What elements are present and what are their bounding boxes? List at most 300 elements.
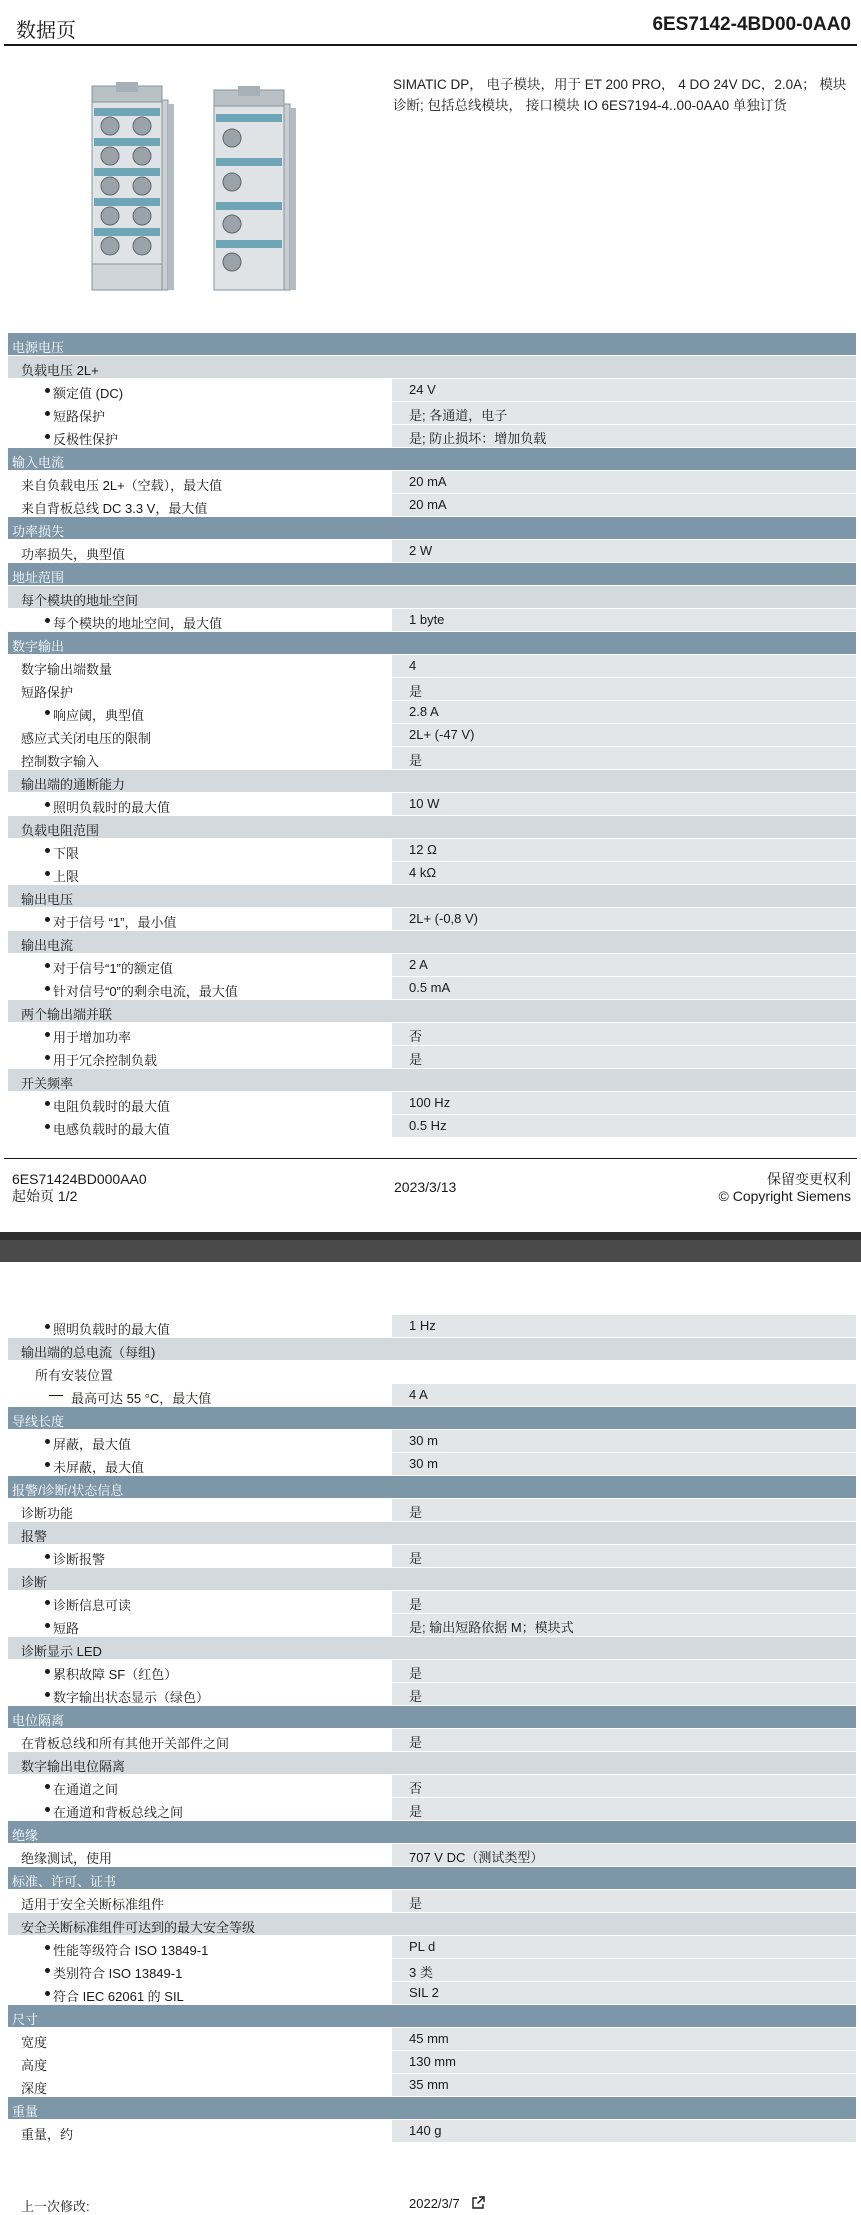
spec-label: 来自负载电压 2L+（空载），最大值 [21,478,223,493]
spec-value: 是 [409,1735,423,1750]
spec-value: 2 W [409,543,433,558]
bullet-icon [45,1692,50,1697]
spec-label-cell [8,908,388,930]
subsection-header [8,1568,856,1590]
footer-page-label: 起始页 1/2 [12,1188,78,1204]
spec-value: 是 [409,1896,423,1911]
spec-value: 4 kΩ [409,865,437,880]
spec-value-cell [392,839,856,861]
last-modified [8,2196,856,2213]
spec-value-cell [392,724,856,746]
spec-row [8,701,856,724]
spec-value: 是; 输出短路依据 M；模块式 [409,1620,574,1635]
bullet-icon [45,1124,50,1129]
subsection-title: 负载电压 2L+ [21,363,99,378]
spec-value-cell [392,1023,856,1045]
spec-value: 35 mm [409,2077,449,2092]
bullet-icon [45,618,50,623]
spec-label-cell [8,724,388,746]
last-modified-label: 上一次修改: [21,2199,90,2214]
spec-value-cell [392,655,856,677]
spec-row [8,1683,856,1706]
spec-label-cell [8,1844,388,1866]
spec-value-cell [392,862,856,884]
spec-value-cell [392,1844,856,1866]
spec-label-cell [8,1361,388,1383]
spec-row [8,1315,856,1338]
spec-value-cell [392,1384,856,1406]
spec-label-cell [8,1683,388,1705]
spec-value-cell [392,1982,856,2004]
spec-row [8,402,856,425]
spec-row [8,1660,856,1683]
spec-value-cell [392,954,856,976]
spec-value-cell [392,701,856,723]
spec-value: 是 [409,753,423,768]
spec-row [8,1798,856,1821]
spec-label: 数字输出端数量 [21,662,113,677]
spec-value: 否 [409,1781,423,1796]
spec-value-cell [392,471,856,493]
section-title: 电位隔离 [12,1713,65,1728]
spec-row [8,655,856,678]
spec-value: SIL 2 [409,1985,439,2000]
spec-row [8,1614,856,1637]
spec-row [8,1775,856,1798]
section-title: 功率损失 [12,524,65,539]
spec-row [8,2028,856,2051]
spec-value-cell [392,2074,856,2096]
spec-row [8,1729,856,1752]
section-title: 绝缘 [12,1828,39,1843]
spec-label: 适用于安全关断标准组件 [21,1897,165,1912]
dash-icon [49,1395,63,1396]
spec-row [8,747,856,770]
spec-value: 100 Hz [409,1095,451,1110]
spec-value-cell [392,1683,856,1705]
spec-value: 是 [409,1505,423,1520]
section-title: 地址范围 [12,570,65,585]
spec-label: 控制数字输入 [21,754,100,769]
spec-label: 类别符合 ISO 13849-1 [53,1966,183,1981]
spec-label: 符合 IEC 62061 的 SIL [53,1989,184,2004]
spec-value: 130 mm [409,2054,456,2069]
spec-value: 30 m [409,1433,438,1448]
spec-label-cell [8,1729,388,1751]
bullet-icon [45,1554,50,1559]
spec-value: 2 A [409,957,428,972]
spec-label-cell [8,471,388,493]
spec-value-cell [392,1545,856,1567]
spec-value-cell [392,402,856,424]
spec-value: 1 Hz [409,1318,436,1333]
spec-value-cell [392,1614,856,1636]
spec-label-cell [8,1982,388,2004]
subsection-title: 负载电阻范围 [21,823,100,838]
subsection-header [8,356,856,378]
spec-value-cell [392,494,856,516]
spec-label-cell [8,1046,388,1068]
footer-date: 2023/3/13 [394,1179,457,1195]
spec-row [8,908,856,931]
bullet-icon [45,388,50,393]
spec-value: PL d [409,1939,436,1954]
bullet-icon [45,871,50,876]
spec-label-cell [8,839,388,861]
spec-label: 感应式关闭电压的限制 [21,731,152,746]
spec-label-cell [8,977,388,999]
spec-table-page-2 [8,1315,856,2143]
spec-row [8,1453,856,1476]
spec-row [8,1545,856,1568]
spec-label: 诊断信息可读 [53,1598,132,1613]
spec-value-cell [392,425,856,447]
bullet-icon [45,1991,50,1996]
page-header [4,8,857,46]
spec-label-cell [8,609,388,631]
spec-value-cell [392,2051,856,2073]
spec-label: 照明负载时的最大值 [53,1322,171,1337]
spec-row [8,839,856,862]
spec-row [8,379,856,402]
spec-value-cell [392,609,856,631]
spec-row [8,1959,856,1982]
spec-value-cell [392,747,856,769]
bullet-icon [45,1807,50,1812]
spec-label: 在通道之间 [53,1782,119,1797]
spec-value: 3 类 [409,1965,433,1980]
footer-copyright [719,1171,851,1205]
spec-value: 是 [409,1597,423,1612]
spec-label: 未屏蔽，最大值 [53,1460,145,1475]
spec-value: 否 [409,1029,423,1044]
spec-label-cell [8,494,388,516]
spec-label-cell [8,1499,388,1521]
subsection-title: 报警 [21,1529,48,1544]
subsection-title: 每个模块的地址空间 [21,593,139,608]
spec-value: 2.8 A [409,704,439,719]
bullet-icon [45,1439,50,1444]
subsection-title: 诊断显示 LED [21,1644,102,1659]
spec-label-cell [8,747,388,769]
spec-label: 照明负载时的最大值 [53,800,171,815]
spec-row [8,793,856,816]
spec-row [8,1361,856,1384]
spec-label-cell [8,1591,388,1613]
spec-value-cell [392,1591,856,1613]
spec-value-cell [392,678,856,700]
section-header [8,1867,856,1889]
spec-label: 来自背板总线 DC 3.3 V，最大值 [21,501,208,516]
spec-label-cell [8,1545,388,1567]
spec-value: 是; 各通道，电子 [409,408,508,423]
spec-label-cell [8,379,388,401]
spec-row [8,724,856,747]
spec-value: 10 W [409,796,440,811]
spec-row [8,1936,856,1959]
spec-value-cell [392,1315,856,1337]
spec-row [8,1844,856,1867]
subsection-title: 输出端的总电流（每组) [21,1345,156,1360]
spec-row [8,425,856,448]
section-header [8,632,856,654]
spec-label-cell [8,1315,388,1337]
spec-label: 用于冗余控制负载 [53,1053,158,1068]
spec-value: 24 V [409,382,436,397]
section-title: 导线长度 [12,1414,65,1429]
section-header [8,333,856,355]
bullet-icon [45,848,50,853]
spec-row [8,1092,856,1115]
subsection-header [8,1913,856,1935]
spec-row [8,609,856,632]
spec-value-cell [392,379,856,401]
section-header [8,1407,856,1429]
subsection-header [8,586,856,608]
spec-label-cell [8,2074,388,2096]
spec-row [8,678,856,701]
spec-row [8,1430,856,1453]
spec-value: 2L+ (-0,8 V) [409,911,479,926]
spec-row [8,494,856,517]
footer-order [12,1171,147,1205]
bullet-icon [45,1968,50,1973]
spec-label-cell [8,1614,388,1636]
bullet-icon [45,1784,50,1789]
spec-value-cell [392,1729,856,1751]
bullet-icon [45,1324,50,1329]
spec-row [8,1046,856,1069]
subsection-title: 输出端的通断能力 [21,777,126,792]
bullet-icon [45,434,50,439]
subsection-title: 输出电流 [21,938,74,953]
bullet-icon [45,1945,50,1950]
spec-label-cell [8,2028,388,2050]
spec-label: 上限 [53,869,80,884]
spec-value-cell [392,1092,856,1114]
spec-label-cell [8,862,388,884]
spec-label-cell [8,2120,388,2142]
part-number: 6ES7142-4BD00-0AA0 [652,14,851,35]
bullet-icon [45,1669,50,1674]
spec-value-cell [392,2028,856,2050]
spec-value: 4 [409,658,417,673]
spec-row [8,977,856,1000]
spec-label: 累积故障 SF（红色） [53,1667,178,1682]
spec-label: 对于信号“1”的额定值 [53,961,173,976]
spec-value: 是 [409,1804,423,1819]
spec-value: 12 Ω [409,842,437,857]
footer-notice: 保留变更权利 [767,1171,851,1187]
spec-value: 是 [409,1666,423,1681]
section-header [8,1476,856,1498]
spec-value-cell [392,793,856,815]
section-header [8,1706,856,1728]
bullet-icon [45,1055,50,1060]
spec-value-cell [392,1453,856,1475]
spec-label-cell [8,1384,388,1406]
spec-value-cell [392,1936,856,1958]
spec-row [8,1591,856,1614]
section-header [8,2005,856,2027]
subsection-title: 诊断 [21,1575,48,1590]
subsection-header [8,1000,856,1022]
footer-copyright-text: © Copyright Siemens [718,1188,851,1204]
spec-value: 0.5 Hz [409,1118,447,1133]
subsection-title: 输出电压 [21,892,74,907]
spec-label-cell [8,954,388,976]
spec-label-cell [8,540,388,562]
spec-value-cell [392,1046,856,1068]
spec-value-cell [392,1115,856,1137]
spec-label-cell [8,2051,388,2073]
spec-row [8,540,856,563]
spec-label-cell [8,655,388,677]
spec-value: 1 byte [409,612,445,627]
spec-label-cell [8,1430,388,1452]
last-modified-date: 2022/3/7 [409,2196,460,2211]
bullet-icon [45,802,50,807]
spec-label: 每个模块的地址空间，最大值 [53,616,223,631]
spec-row [8,1023,856,1046]
spec-label: 功率损失，典型值 [21,547,126,562]
spec-value: 是; 防止损坏：增加负载 [409,431,547,446]
section-title: 电源电压 [12,340,65,355]
spec-label: 用于增加功率 [53,1030,132,1045]
footer-order-number: 6ES71424BD000AA0 [12,1171,147,1187]
subsection-title: 安全关断标准组件可达到的最大安全等级 [21,1920,256,1935]
subsection-title: 数字输出电位隔离 [21,1759,126,1774]
subsection-header [8,1338,856,1360]
spec-value: 是 [409,1052,423,1067]
spec-label: 重量，约 [21,2127,74,2142]
spec-value: 是 [409,1689,423,1704]
spec-value-cell [392,1798,856,1820]
spec-value: 20 mA [409,497,447,512]
spec-value-cell [392,540,856,562]
spec-row [8,862,856,885]
spec-value: 20 mA [409,474,447,489]
spec-label: 反极性保护 [53,432,119,447]
section-title: 尺寸 [12,2012,39,2027]
section-header [8,1821,856,1843]
spec-row [8,954,856,977]
spec-value-cell [392,1499,856,1521]
spec-label: 短路保护 [21,685,74,700]
spec-label-cell [8,1453,388,1475]
spec-label: 短路 [53,1621,80,1636]
spec-label: 响应阈，典型值 [53,708,145,723]
spec-label: 电感负载时的最大值 [53,1122,171,1137]
subsection-header [8,770,856,792]
subsection-title: 两个输出端并联 [21,1007,113,1022]
bullet-icon [45,1623,50,1628]
spec-value: 0.5 mA [409,980,451,995]
spec-value-cell [392,1890,856,1912]
section-header [8,517,856,539]
spec-label: 在背板总线和所有其他开关部件之间 [21,1736,230,1751]
spec-value: 2L+ (-47 V) [409,727,475,742]
spec-row [8,2051,856,2074]
subsection-header [8,885,856,907]
spec-label-cell [8,678,388,700]
spec-label: 下限 [53,846,80,861]
spec-label-cell [8,1890,388,1912]
subsection-header [8,1069,856,1091]
spec-label-cell [8,1092,388,1114]
bullet-icon [45,411,50,416]
spec-label-cell [8,402,388,424]
spec-label: 额定值 (DC) [53,386,124,401]
subsection-header [8,1637,856,1659]
section-header [8,563,856,585]
spec-label-cell [8,1936,388,1958]
spec-label: 电阻负载时的最大值 [53,1099,171,1114]
spec-row [8,2074,856,2097]
spec-label: 诊断功能 [21,1506,74,1521]
spec-row [8,471,856,494]
page-footer [4,1158,857,1221]
spec-table-page-1 [8,333,856,1138]
spec-value-cell [392,977,856,999]
spec-label: 深度 [21,2081,48,2096]
page-title: 数据页 [16,20,76,42]
bullet-icon [45,986,50,991]
subsection-title: 开关频率 [21,1076,74,1091]
spec-value-cell [392,1959,856,1981]
spec-value-cell [392,1660,856,1682]
section-title: 输入电流 [12,455,65,470]
spec-value: 4 A [409,1387,428,1402]
spec-value-cell [392,1775,856,1797]
spec-value: 45 mm [409,2031,449,2046]
spec-label-cell [8,425,388,447]
external-link-icon[interactable] [471,2196,485,2210]
spec-label: 对于信号 “1”，最小值 [53,915,177,930]
spec-label-cell [8,1023,388,1045]
bullet-icon [45,1462,50,1467]
section-title: 数字输出 [12,639,65,654]
spec-row [8,1890,856,1913]
bullet-icon [45,917,50,922]
spec-label-cell [8,1798,388,1820]
bullet-icon [45,1101,50,1106]
spec-label: 高度 [21,2058,48,2073]
spec-label: 在通道和背板总线之间 [53,1805,184,1820]
spec-label: 数字输出状态显示（绿色） [53,1690,210,1705]
spec-value-cell [392,908,856,930]
spec-label-cell [8,1959,388,1981]
spec-label: 宽度 [21,2035,48,2050]
spec-label: 绝缘测试，使用 [21,1851,113,1866]
subsection-header [8,931,856,953]
spec-value-cell [392,1430,856,1452]
spec-row [8,1982,856,2005]
spec-value-cell [392,2120,856,2142]
spec-row [8,1384,856,1407]
subsection-header [8,1752,856,1774]
spec-value: 707 V DC（测试类型） [409,1850,544,1865]
spec-label: 短路保护 [53,409,106,424]
spec-label-cell [8,1775,388,1797]
section-header [8,448,856,470]
spec-value: 是 [409,684,423,699]
subsection-header [8,816,856,838]
spec-label: 性能等级符合 ISO 13849-1 [53,1943,209,1958]
bullet-icon [45,1600,50,1605]
bullet-icon [45,1032,50,1037]
spec-label: 针对信号“0”的剩余电流，最大值 [53,984,238,999]
